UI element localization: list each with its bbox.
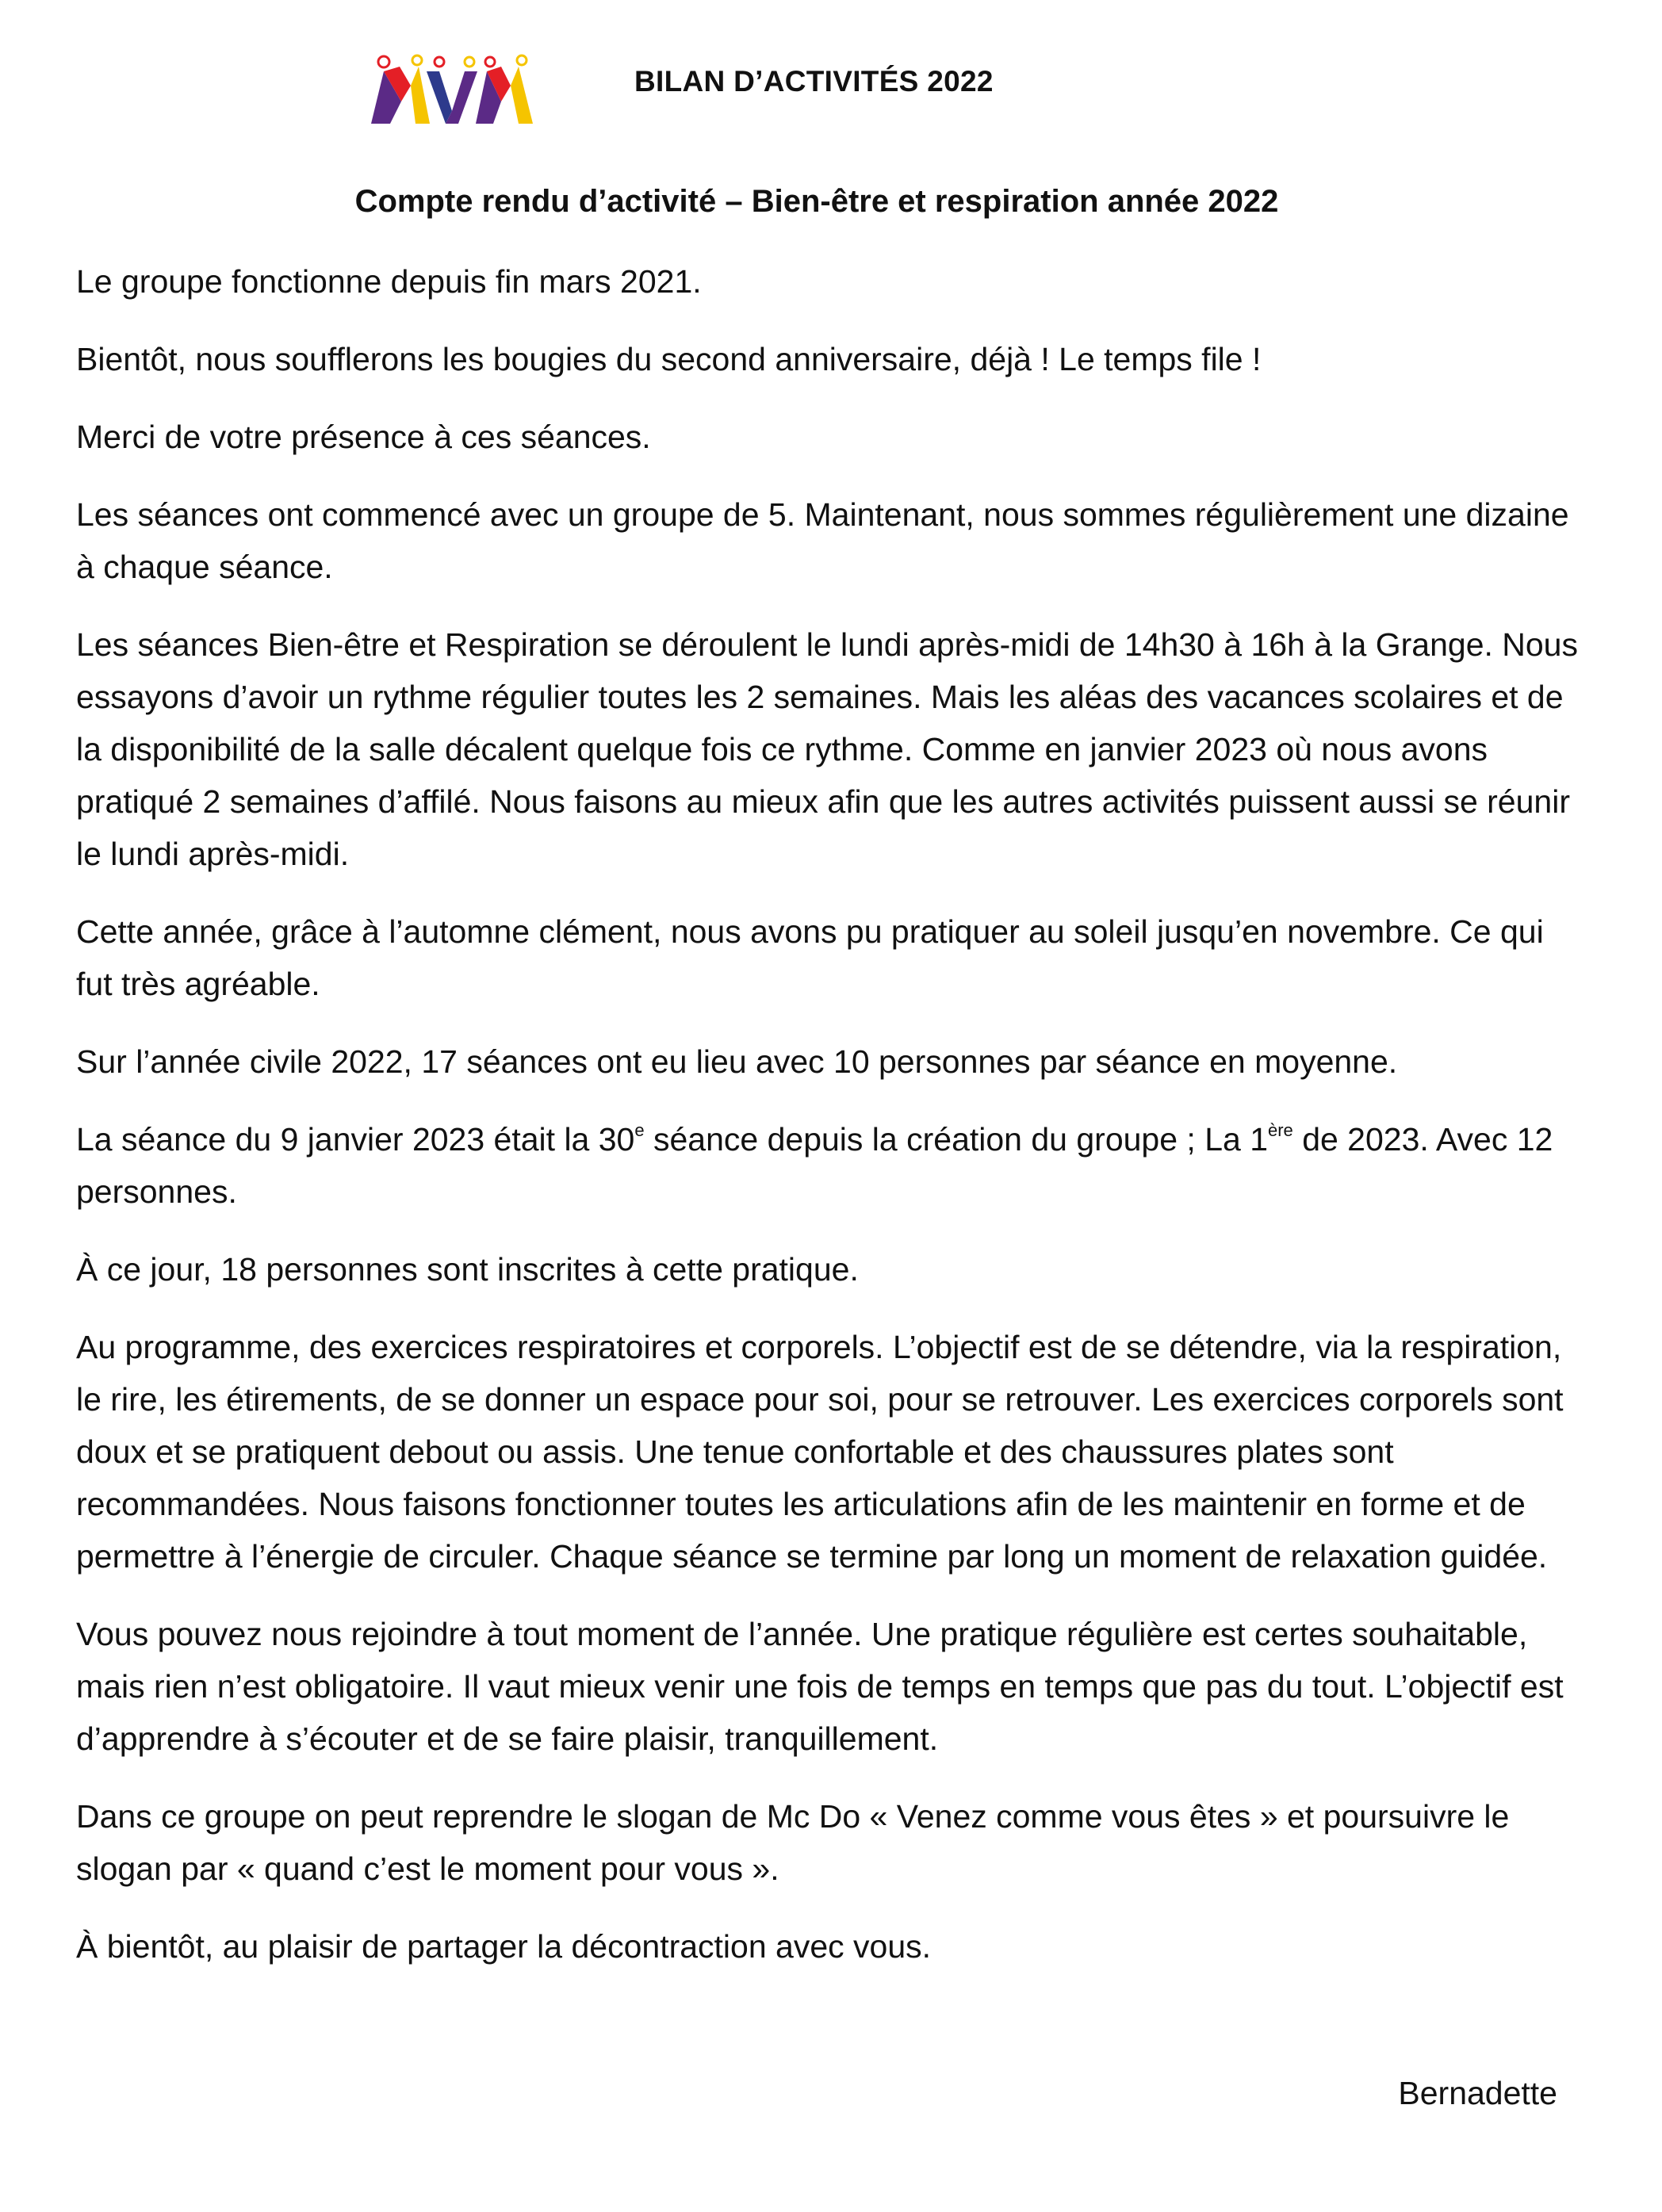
paragraph-schedule: Les séances Bien-être et Respiration se déroulent le lundi après-midi de 14h30 à 16h à la Grange. Nous essayons d’avoir un rythme régulier toutes les 2 semaines. Mais les aléas des vacances scolaires et de la disponibilité de la salle décalent quelque fois ce rythme. Comme en janvier 2023 où nous avons pratiqué 2 semaines d’affilé. Nous faisons au mieux afin que les autres activités puissent aussi se réunir le lundi après-midi.: [76, 626, 1578, 872]
mvm-logo-icon: [366, 54, 536, 125]
paragraph-thanks: Merci de votre présence à ces séances.: [76, 419, 651, 455]
text-span: La séance du 9 janvier 2023 était la 30: [76, 1121, 635, 1158]
page-header: [0, 48, 1662, 135]
paragraph-program: Au programme, des exercices respiratoires et corporels. L’objectif est de se détendre, via la respiration, le rire, les étirements, de se donner un espace pour soi, pour se retrouver. Les exercices corporels sont doux et se pratiquent debout ou assis. Une tenue confortable et des chaussures plates sont recommandées. Nous faisons fonctionner toutes les articulations afin de les maintenir en forme et de permettre à l’énergie de circuler. Chaque séance se termine par long un moment de relaxation guidée.: [76, 1329, 1564, 1575]
paragraph-registrations: À ce jour, 18 personnes sont inscrites à cette pratique.: [76, 1251, 859, 1288]
document-body: [76, 255, 1583, 1998]
text-span: séance depuis la création du groupe ; La 1: [644, 1121, 1268, 1158]
paragraph-yearly-stats: Sur l’année civile 2022, 17 séances ont eu lieu avec 10 personnes par séance en moyenne.: [76, 1043, 1398, 1080]
paragraph-join: Vous pouvez nous rejoindre à tout moment de l’année. Une pratique régulière est certes souhaitable, mais rien n’est obligatoire. Il vaut mieux venir une fois de temps en temps que pas du tout. L’objectif est d’apprendre à s’écouter et de se faire plaisir, tranquillement.: [76, 1616, 1564, 1757]
paragraph-group-start: Le groupe fonctionne depuis fin mars 2021.: [76, 263, 702, 300]
text-span: de 2023. Avec 12 personnes.: [76, 1121, 1553, 1210]
superscript: ère: [1268, 1120, 1293, 1140]
paragraph-january-session: [76, 1113, 1583, 1218]
document-title: Compte rendu d’activité – Bien-être et respiration année 2022: [354, 184, 1279, 219]
paragraph-closing: À bientôt, au plaisir de partager la décontraction avec vous.: [76, 1928, 932, 1965]
paragraph-slogan: Dans ce groupe on peut reprendre le slogan de Mc Do « Venez comme vous êtes » et poursuivre le slogan par « quand c’est le moment pour vous ».: [76, 1798, 1510, 1887]
report-header-title: BILAN D’ACTIVITÉS 2022: [634, 65, 994, 98]
superscript: e: [634, 1120, 645, 1140]
paragraph-autumn: Cette année, grâce à l’automne clément, nous avons pu pratiquer au soleil jusqu’en novembre. Ce qui fut très agréable.: [76, 913, 1544, 1002]
paragraph-group-size: Les séances ont commencé avec un groupe de 5. Maintenant, nous sommes régulièrement une dizaine à chaque séance.: [76, 496, 1569, 585]
signature: Bernadette: [1398, 2075, 1557, 2111]
paragraph-anniversary: Bientôt, nous soufflerons les bougies du second anniversaire, déjà ! Le temps file !: [76, 341, 1262, 377]
